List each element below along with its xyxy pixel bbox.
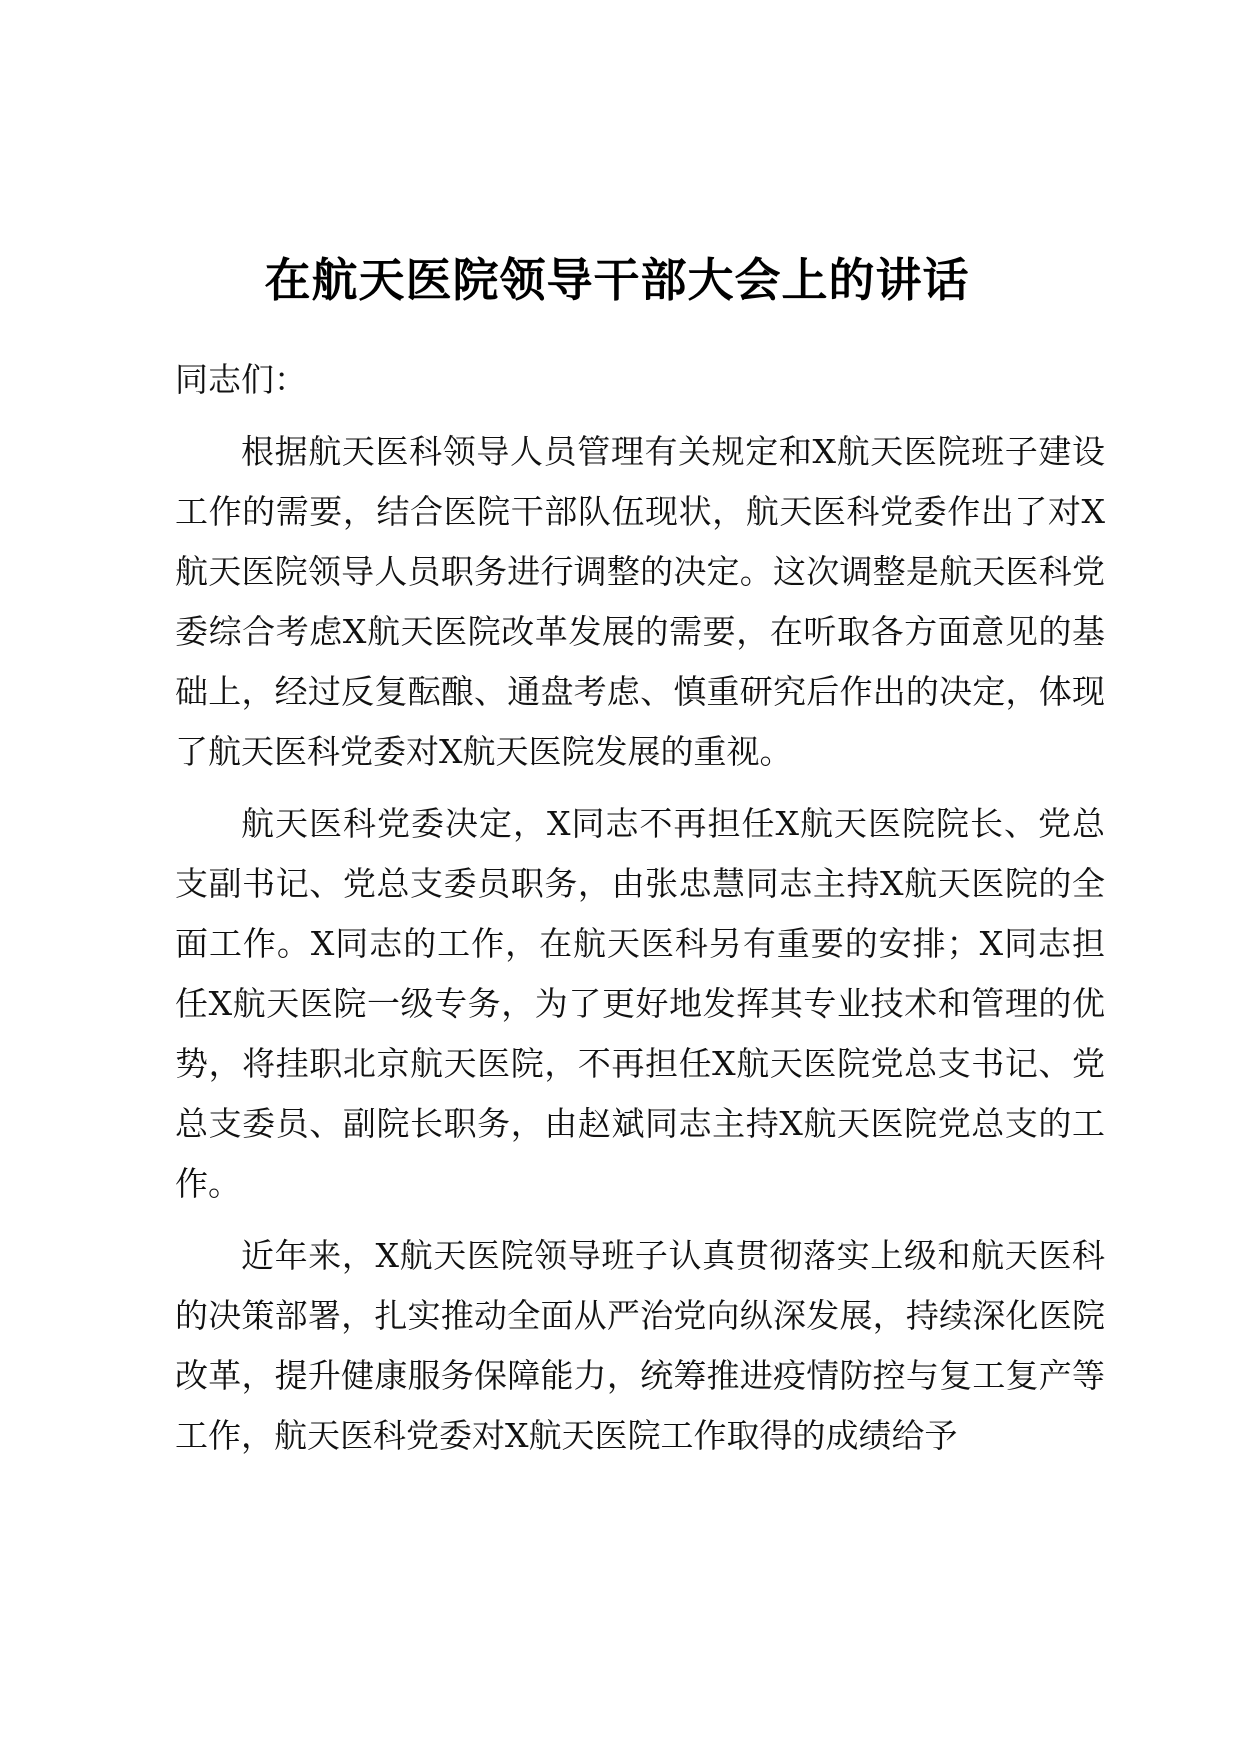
salutation: 同志们： (175, 360, 307, 399)
paragraph-3: 近年来，X航天医院领导班子认真贯彻落实上级和航天医科的决策部署，扎实推动全面从严治党向纵深发展，持续深化医院改革，提升健康服务保障能力，统筹推进疫情防控与复工复产等工作，航天医科党委对X航天医院工作取得的成绩给予 (175, 1236, 1105, 1455)
paragraph-1: 根据航天医科领导人员管理有关规定和X航天医院班子建设工作的需要，结合医院干部队伍现状，航天医科党委作出了对X航天医院领导人员职务进行调整的决定。这次调整是航天医科党委综合考虑X航天医院改革发展的需要，在听取各方面意见的基础上，经过反复酝酿、通盘考虑、慎重研究后作出的决定，体现了航天医科党委对X航天医院发展的重视。 (175, 432, 1105, 771)
document-title: 在航天医院领导干部大会上的讲话 (264, 253, 970, 307)
document-body (175, 350, 1105, 1478)
paragraph-2: 航天医科党委决定，X同志不再担任X航天医院院长、党总支副书记、党总支委员职务，由张忠慧同志主持X航天医院的全面工作。X同志的工作，在航天医科另有重要的安排；X同志担任X航天医院一级专务，为了更好地发挥其专业技术和管理的优势，将挂职北京航天医院，不再担任X航天医院党总支书记、党总支委员、副院长职务，由赵斌同志主持X航天医院党总支的工作。 (175, 804, 1105, 1203)
